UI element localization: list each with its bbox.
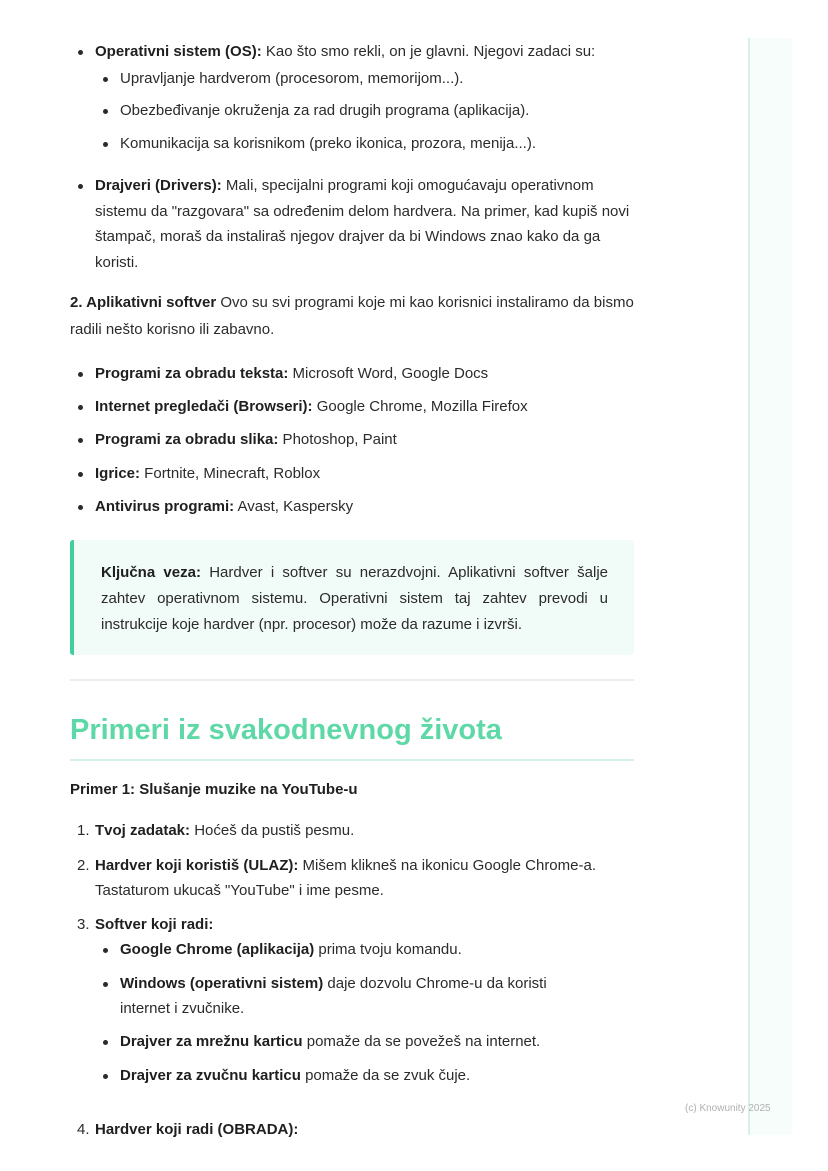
bullet-item: Operativni sistem (OS): Kao što smo rekli, on je glavni. Njegovi zadaci su: bbox=[95, 39, 595, 65]
step-item: 3. Softver koji radi: bbox=[77, 916, 214, 933]
step-item: 1. Tvoj zadatak: Hoćeš da pustiš pesmu. bbox=[77, 822, 355, 839]
app-paragraph: 2. Aplikativni softver Ovo su svi programi koje mi kao korisnici instaliramo da bismo radili nešto korisno ili zabavno. bbox=[70, 294, 634, 338]
bullet-item: Programi za obradu slika: Photoshop, Paint bbox=[95, 427, 397, 453]
sub-bullet-item: Windows (operativni sistem) daje dozvolu Chrome-u da koristi internet i zvučnike. bbox=[120, 971, 590, 1021]
copyright: (c) Knowunity 2025 bbox=[685, 1103, 771, 1114]
sub-bullet-item: Google Chrome (aplikacija) prima tvoju komandu. bbox=[120, 937, 462, 963]
sub-bullet-item: Drajver za mrežnu karticu pomaže da se povežeš na internet. bbox=[120, 1029, 540, 1055]
sub-bullet-item: Drajver za zvučnu karticu pomaže da se zvuk čuje. bbox=[120, 1063, 470, 1089]
section-title-underline bbox=[70, 759, 634, 761]
bullet-item: Drajveri (Drivers): Mali, specijalni programi koji omogućavaju operativnom sistemu da "razgovara" sa određenim delom hardvera. Na primer, kad kupiš novi štampač, moraš da instaliraš njegov drajver da bi Windows znao kako da ga koristi. bbox=[95, 173, 640, 275]
page-sidebar bbox=[748, 38, 792, 1135]
sub-bullet-item: Obezbeđivanje okruženja za rad drugih programa (aplikacija). bbox=[120, 98, 529, 124]
sub-bullet-item: Komunikacija sa korisnikom (preko ikonica, prozora, menija...). bbox=[120, 131, 536, 157]
bullet-item: Igrice: Fortnite, Minecraft, Roblox bbox=[95, 461, 320, 487]
step-item: 4. Hardver koji radi (OBRADA): bbox=[77, 1121, 299, 1138]
bullet-item: Antivirus programi: Avast, Kaspersky bbox=[95, 494, 353, 520]
bullet-item: Internet pregledači (Browseri): Google Chrome, Mozilla Firefox bbox=[95, 394, 528, 420]
example-title: Primer 1: Slušanje muzike na YouTube-u bbox=[70, 781, 358, 798]
sub-bullet-item: Upravljanje hardverom (procesorom, memorijom...). bbox=[120, 66, 463, 92]
key-connection-callout: Ključna veza: Hardver i softver su nerazdvojni. Aplikativni softver šalje zahtev operativnom sistemu. Operativni sistem taj zahtev prevodi u instrukcije koje hardver (npr. procesor) može da razume i izvrši. bbox=[70, 540, 634, 655]
section-title: Primeri iz svakodnevnog života bbox=[70, 714, 502, 746]
divider bbox=[70, 679, 634, 681]
bullet-item: Programi za obradu teksta: Microsoft Word, Google Docs bbox=[95, 361, 488, 387]
step-item: 2. Hardver koji koristiš (ULAZ): Mišem klikneš na ikonicu Google Chrome-a. Tastaturom ukucaš "YouTube" i ime pesme. bbox=[77, 857, 596, 899]
